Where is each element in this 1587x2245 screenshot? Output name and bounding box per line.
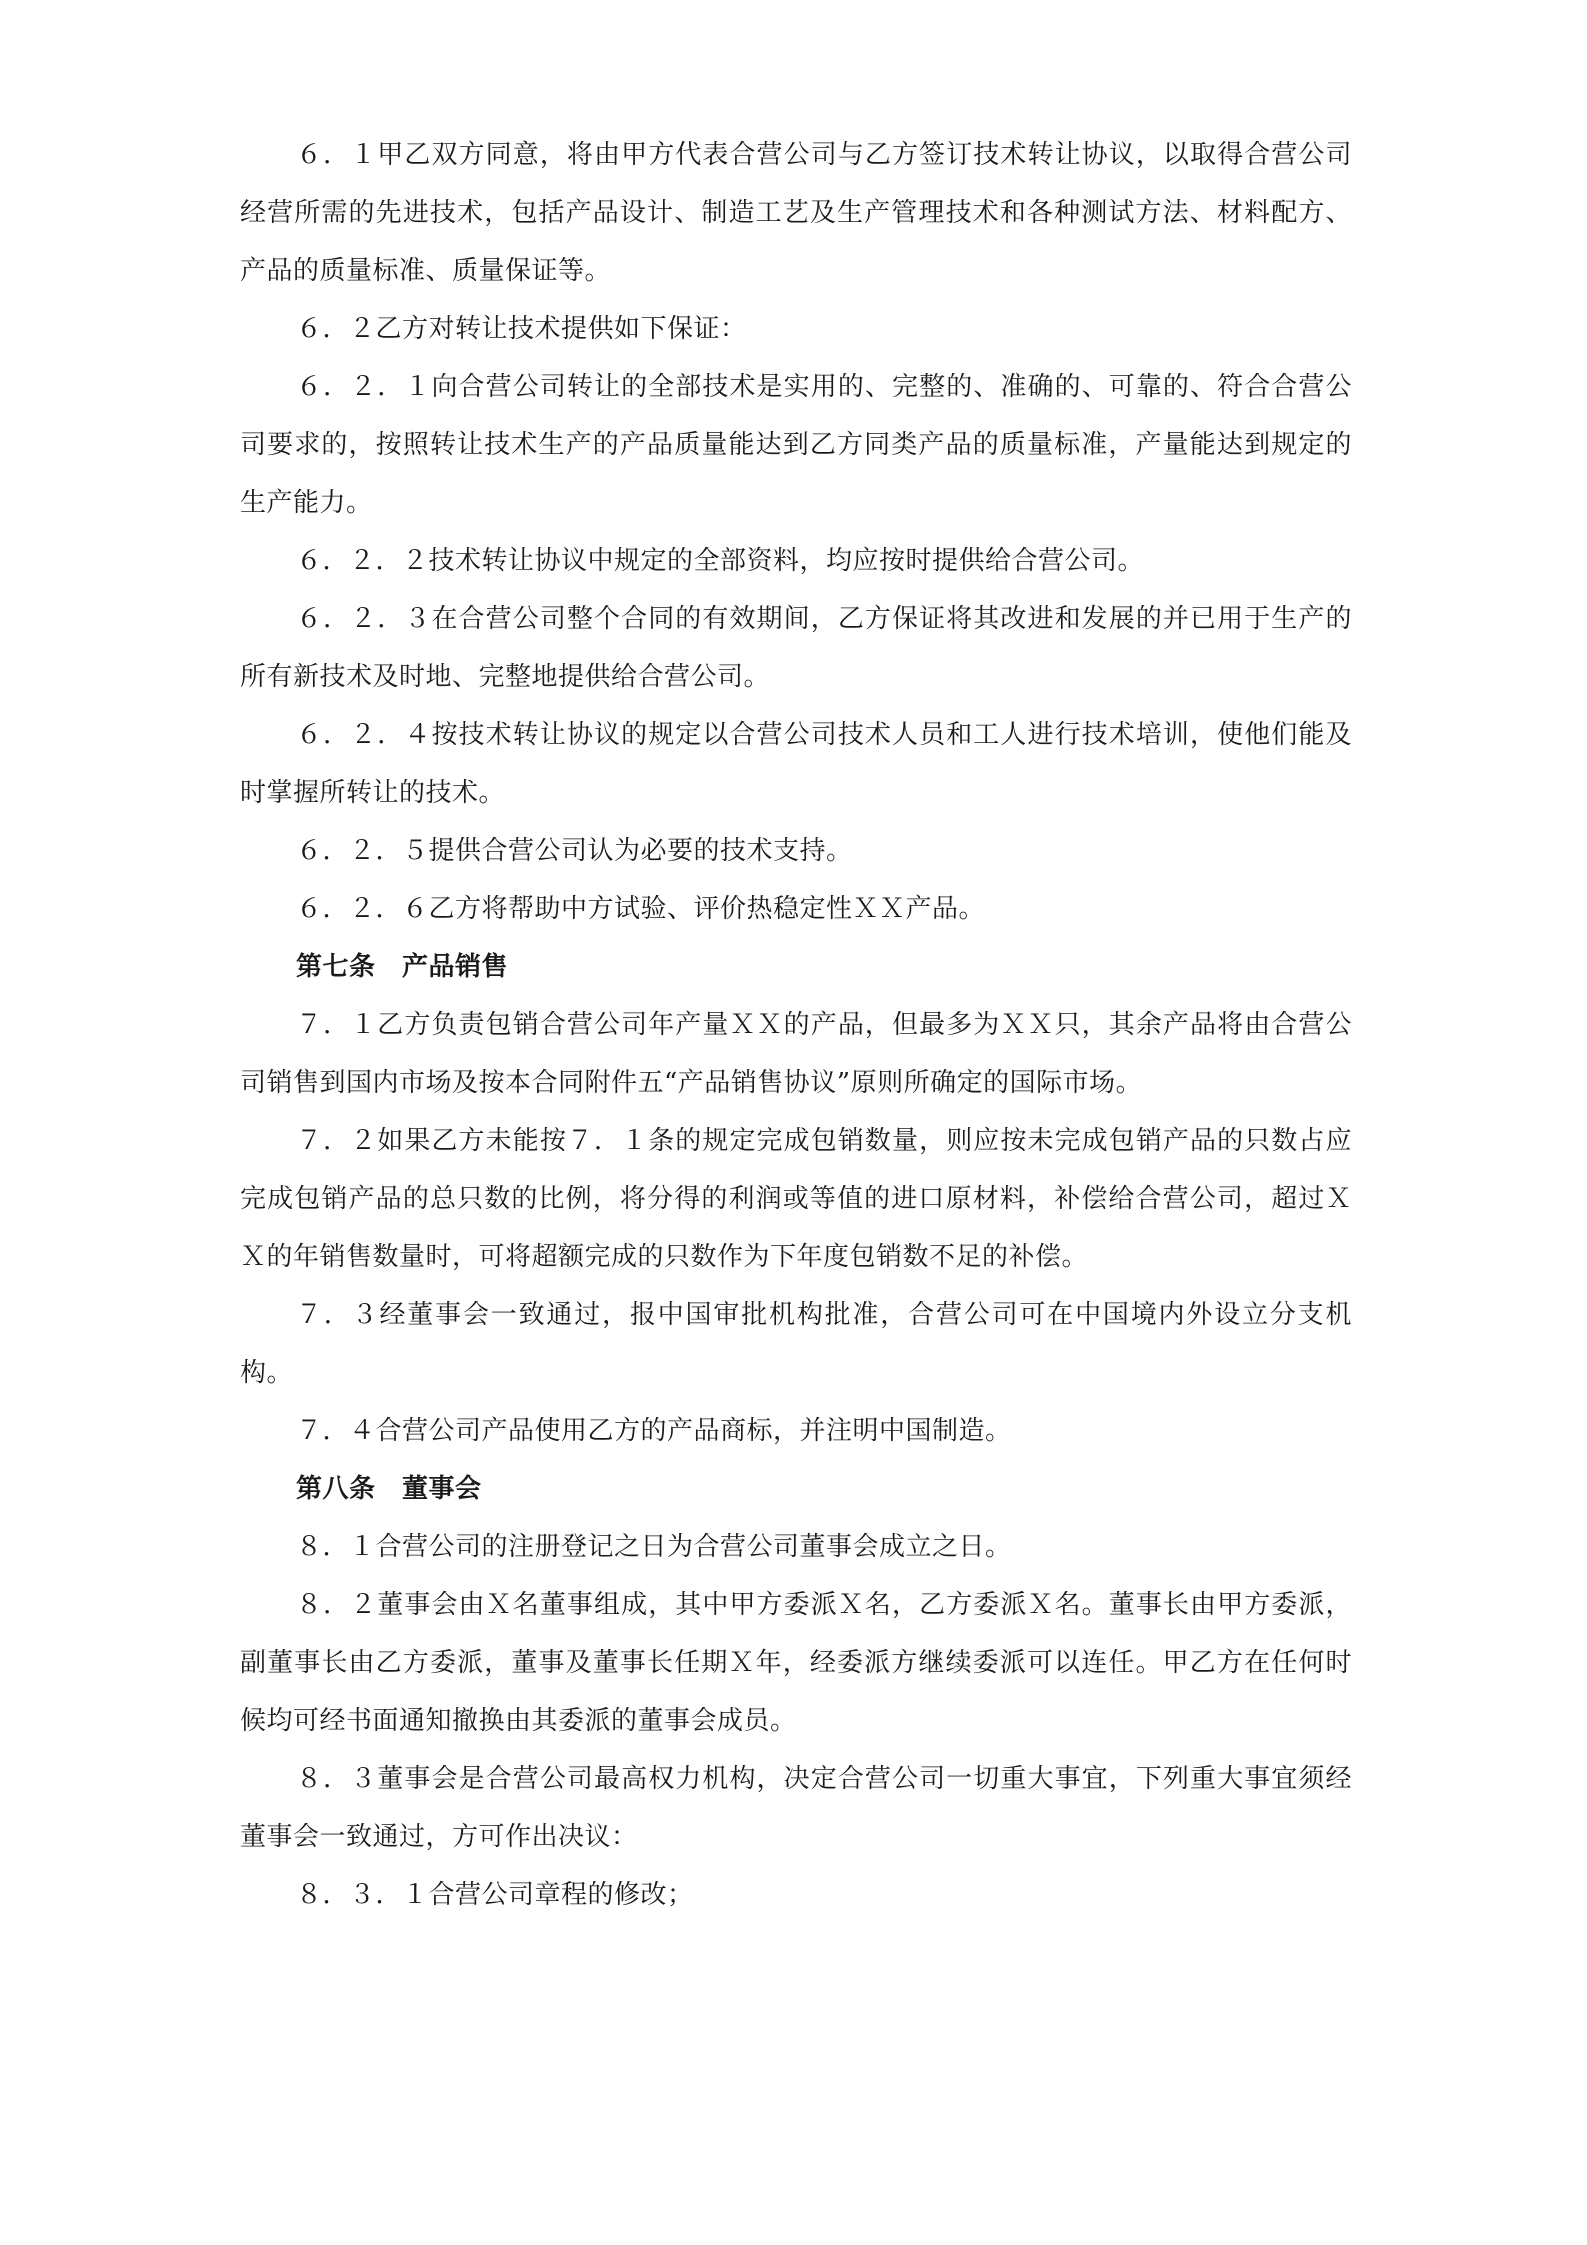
clause-7-1: ７．１乙方负责包销合营公司年产量ＸＸ的产品，但最多为ＸＸ只，其余产品将由合营公司销售到国内市场及按本合同附件五“产品销售协议”原则所确定的国际市场。 bbox=[240, 1010, 1352, 1098]
clause-8-3: ８．３董事会是合营公司最高权力机构，决定合营公司一切重大事宜，下列重大事宜须经董事会一致通过，方可作出决议： bbox=[240, 1764, 1352, 1852]
clause-6-2-6: ６．２．６乙方将帮助中方试验、评价热稳定性ＸＸ产品。 bbox=[296, 894, 986, 924]
document-body bbox=[240, 126, 1352, 1924]
clause-6-2: ６．２乙方对转让技术提供如下保证： bbox=[296, 314, 747, 344]
clause-8-1: ８．１合营公司的注册登记之日为合营公司董事会成立之日。 bbox=[296, 1532, 1012, 1562]
clause-7-2: ７．２如果乙方未能按７．１条的规定完成包销数量，则应按未完成包销产品的只数占应完成包销产品的总只数的比例，将分得的利润或等值的进口原材料，补偿给合营公司，超过ＸＸ的年销售数量时，可将超额完成的只数作为下年度包销数不足的补偿。 bbox=[240, 1126, 1352, 1272]
clause-6-2-3: ６．２．３在合营公司整个合同的有效期间，乙方保证将其改进和发展的并已用于生产的所有新技术及时地、完整地提供给合营公司。 bbox=[240, 604, 1352, 692]
article-7-heading: 第七条 产品销售 bbox=[296, 952, 509, 982]
clause-7-3: ７．３经董事会一致通过，报中国审批机构批准，合营公司可在中国境内外设立分支机构。 bbox=[240, 1300, 1352, 1388]
clause-8-2: ８．２董事会由Ｘ名董事组成，其中甲方委派Ｘ名，乙方委派Ｘ名。董事长由甲方委派，副董事长由乙方委派，董事及董事长任期Ｘ年，经委派方继续委派可以连任。甲乙方在任何时候均可经书面通知撤换由其委派的董事会成员。 bbox=[240, 1590, 1352, 1736]
clause-6-2-4: ６．２．４按技术转让协议的规定以合营公司技术人员和工人进行技术培训，使他们能及时掌握所转让的技术。 bbox=[240, 720, 1352, 808]
article-8-heading: 第八条 董事会 bbox=[296, 1474, 482, 1504]
clause-7-4: ７．４合营公司产品使用乙方的产品商标，并注明中国制造。 bbox=[296, 1416, 1012, 1446]
clause-6-1: ６．１甲乙双方同意，将由甲方代表合营公司与乙方签订技术转让协议，以取得合营公司经营所需的先进技术，包括产品设计、制造工艺及生产管理技术和各种测试方法、材料配方、产品的质量标准、质量保证等。 bbox=[240, 140, 1352, 286]
clause-6-2-1: ６．２．１向合营公司转让的全部技术是实用的、完整的、准确的、可靠的、符合合营公司要求的，按照转让技术生产的产品质量能达到乙方同类产品的质量标准，产量能达到规定的生产能力。 bbox=[240, 372, 1352, 518]
clause-8-3-1: ８．３．１合营公司章程的修改； bbox=[296, 1880, 694, 1910]
clause-6-2-5: ６．２．５提供合营公司认为必要的技术支持。 bbox=[296, 836, 853, 866]
clause-6-2-2: ６．２．２技术转让协议中规定的全部资料，均应按时提供给合营公司。 bbox=[296, 546, 1145, 576]
